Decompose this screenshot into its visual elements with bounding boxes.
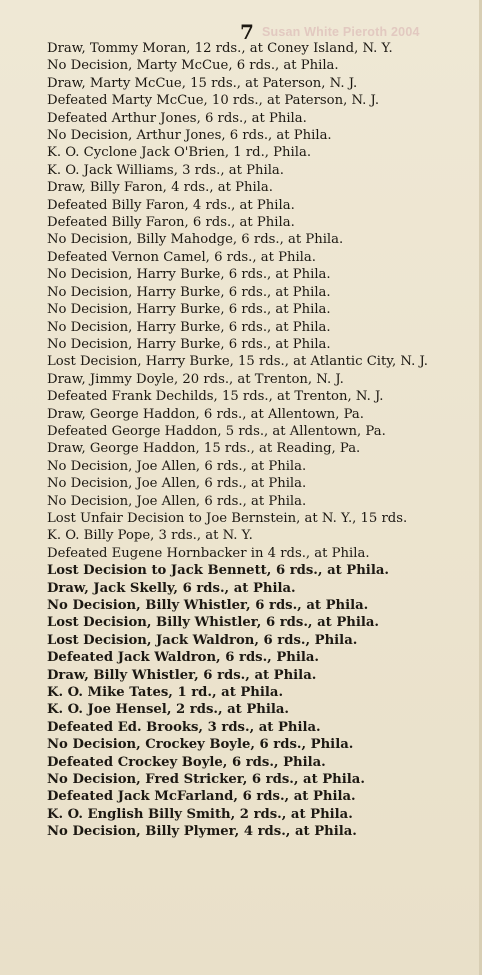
fight-record-entry: K. O. English Billy Smith, 2 rds., at Phila. (47, 806, 353, 822)
fight-record-entry: Draw, Billy Faron, 4 rds., at Phila. (47, 180, 273, 196)
fight-record-entry: No Decision, Joe Allen, 6 rds., at Phila. (47, 458, 307, 474)
fight-record-entry: No Decision, Harry Burke, 6 rds., at Phila. (47, 284, 331, 300)
fight-record-entry: K. O. Cyclone Jack O'Brien, 1 rd., Phila. (47, 145, 312, 161)
fight-record-entry: Defeated Jack McFarland, 6 rds., at Phila. (47, 789, 356, 805)
fight-record-entry: No Decision, Billy Mahodge, 6 rds., at Phila. (47, 232, 344, 248)
fight-record-entry: Lost Decision, Billy Whistler, 6 rds., at Phila. (47, 615, 379, 631)
fight-record-entry: Lost Decision, Harry Burke, 15 rds., at Atlantic City, N. J. (47, 354, 428, 370)
fight-record-entry: Draw, Marty McCue, 15 rds., at Paterson, N. J. (47, 75, 358, 91)
fight-record-entry: K. O. Mike Tates, 1 rd., at Phila. (47, 685, 284, 701)
fight-record-entry: No Decision, Marty McCue, 6 rds., at Phila. (47, 58, 339, 74)
fight-record-entry: Defeated Vernon Camel, 6 rds., at Phila. (47, 249, 316, 265)
fight-record-entry: Defeated Billy Faron, 4 rds., at Phila. (47, 197, 295, 213)
fight-record-entry: Defeated Marty McCue, 10 rds., at Paterson, N. J. (47, 93, 380, 109)
fight-record-entry: K. O. Joe Hensel, 2 rds., at Phila. (47, 702, 290, 718)
fight-record-entry: No Decision, Fred Stricker, 6 rds., at Phila. (47, 772, 365, 788)
fight-record-entry: No Decision, Harry Burke, 6 rds., at Phila. (47, 336, 331, 352)
fight-record-entry: Defeated Frank Dechilds, 15 rds., at Trenton, N. J. (47, 389, 384, 405)
fight-record-entry: K. O. Jack Williams, 3 rds., at Phila. (47, 162, 284, 178)
fight-record-entry: No Decision, Billy Plymer, 4 rds., at Phila. (47, 824, 357, 840)
fight-record-entry: No Decision, Harry Burke, 6 rds., at Phila. (47, 319, 331, 335)
fight-record-entry: Draw, Tommy Moran, 12 rds., at Coney Island, N. Y. (47, 41, 393, 56)
page-number: 7 (240, 20, 254, 44)
fight-record-entry: Defeated Jack Waldron, 6 rds., Phila. (47, 650, 320, 666)
fight-record-entry: Defeated Ed. Brooks, 3 rds., at Phila. (47, 719, 321, 735)
watermark: Susan White Pieroth 2004 (262, 25, 420, 39)
fight-record-entry: Defeated George Haddon, 5 rds., at Allentown, Pa. (47, 423, 386, 439)
fight-record-entry: Draw, George Haddon, 6 rds., at Allentown, Pa. (47, 406, 364, 422)
fight-record-entry: K. O. Billy Pope, 3 rds., at N. Y. (47, 528, 253, 544)
fight-record-entry: No Decision, Arthur Jones, 6 rds., at Phila. (47, 128, 332, 144)
fight-record-entry: No Decision, Harry Burke, 6 rds., at Phila. (47, 302, 331, 318)
fight-record-entry: Lost Decision, Jack Waldron, 6 rds., Phila. (47, 632, 358, 648)
fight-record-entry: No Decision, Billy Whistler, 6 rds., at Phila. (47, 598, 369, 613)
fight-record-entry: No Decision, Joe Allen, 6 rds., at Phila. (47, 493, 307, 509)
fight-record-entry: Lost Decision to Jack Bennett, 6 rds., at Phila. (47, 563, 389, 579)
fight-record-entry: No Decision, Crockey Boyle, 6 rds., Phila. (47, 737, 354, 753)
fight-record-entry: Defeated Crockey Boyle, 6 rds., Phila. (47, 754, 326, 770)
fight-record-entry: No Decision, Harry Burke, 6 rds., at Phila. (47, 267, 331, 283)
fight-record-entry: Lost Unfair Decision to Joe Bernstein, at N. Y., 15 rds. (47, 510, 408, 526)
fight-record-entry: Draw, Billy Whistler, 6 rds., at Phila. (47, 667, 317, 683)
fight-record-entry: Draw, Jack Skelly, 6 rds., at Phila. (47, 580, 296, 596)
fight-record-entry: Defeated Arthur Jones, 6 rds., at Phila. (47, 110, 307, 126)
fight-record-entry: Draw, George Haddon, 15 rds., at Reading, Pa. (47, 441, 361, 457)
fight-record-entry: Defeated Eugene Hornbacker in 4 rds., at Phila. (47, 545, 370, 561)
fight-record-entry: Draw, Jimmy Doyle, 20 rds., at Trenton, N. J. (47, 371, 344, 387)
fight-record-entry: No Decision, Joe Allen, 6 rds., at Phila. (47, 476, 307, 492)
fight-record-entry: Defeated Billy Faron, 6 rds., at Phila. (47, 215, 295, 231)
fight-record-list (32, 41, 452, 840)
